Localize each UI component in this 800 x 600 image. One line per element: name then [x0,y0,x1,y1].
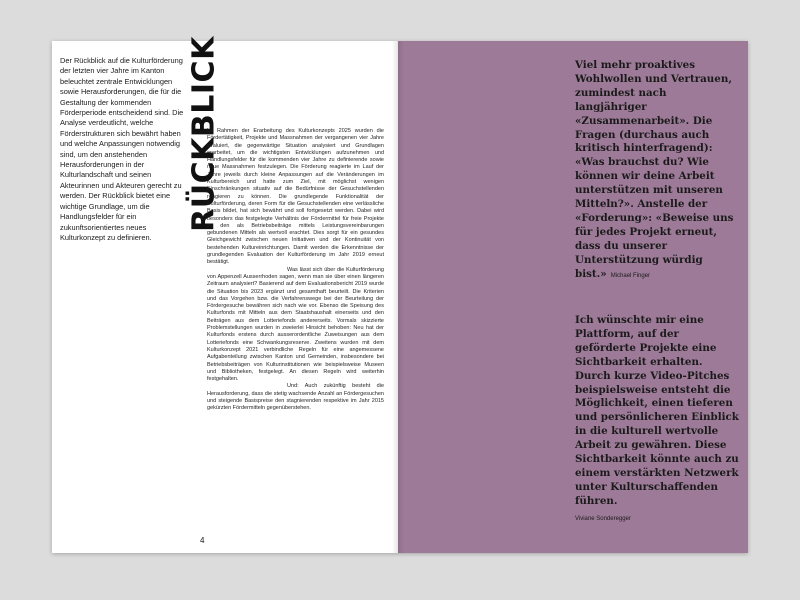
quote-2 [575,314,740,527]
right-page [398,41,748,553]
quote-1 [575,59,740,284]
section-title-text: RÜCKBLICK [186,36,222,232]
brochure-spread [52,36,748,553]
quote-2-text: Ich wünschte mir eine Plattform, auf der geförderte Projekte eine Sichtbarkeit erhalten. Durch kurze Video-Pitches beispielsweise entsteht die Möglichkeit, einen tieferen und persönlicheren Einblick in die kulturell wertvolle Arbeit zu gewähren. Diese Sichtbarkeit könnte auch zu einem verstärkten Netzwerk unter Kulturschaffenden führen. [575,314,739,507]
quote-1-text: Viel mehr proaktives Wohlwollen und Vertrauen, zumindest nach langjähriger «Zusammenarbeit». Die Fragen (durchaus auch kritisch hinterfragend): «Was brauchst du? Wie können wir deine Arbeit unterstützen mit unseren Mitteln?». Anstelle der «Forderung»: «Beweise uns für jedes Projekt erneut, dass du unserer Unterstützung würdig bist.» [575,59,734,280]
body-paragraph-2: Was lässt sich über die Kulturförderung von Appenzell Ausserrhoden sagen, wenn man sie über einen längeren Zeitraum analysiert? Basierend auf dem Evaluationsbericht 2019 wurde die Situation bis 2023 ergänzt und gesamthaft beurteilt. Die Kriterien und das Vorgehen bzw. die Verfahrenswege bei der Beurteilung der Fördergesuche bewähren sich nach wie vor. Ebenso die Speisung des Kulturfonds mit Mitteln aus dem Staatshaushalt einerseits und den Beiträgen aus dem Lotteriefonds andererseits. Vormals skizzierte Problemstellungen wurden in zweierlei Hinsicht behoben: Neu hat der Kulturfonds erstens durch ausserordentliche Zuweisungen aus dem Lotteriefonds eine Schwankungsreserve. Zweitens wurden mit dem Kulturkonzept 2021 verbindliche Regeln für eine angemessene Aufgabenteilung zwischen Kanton und Gemeinden, insbesondere bei Betriebsbeiträgen von Kulturinstitutionen wie beispielsweise Museen und Bibliotheken, festgelegt. An diesen Regeln wird weiterhin festgehalten. [207,266,384,383]
body-text-column [207,128,384,413]
body-paragraph-1: Im Rahmen der Erarbeitung des Kulturkonzepts 2025 wurden die Fördertätigkeit, Projekte und Massnahmen der vergangenen vier Jahre evaluiert, die gegenwärtige Situation analysiert und Grundlagen erarbeitet, um die wichtigsten Entwicklungen aufzunehmen und Handlungsfelder für die kommenden vier Jahre zu definierende sowie neue Massnahmen festzulegen. Die Förderung reagierte im Lauf der Jahre jeweils durch kleine Anpassungen auf die Veränderungen im Kulturbereich und hatte zum Ziel, mit möglichst wenigen Einschränkungen situativ auf die Bedürfnisse der Gesuchstellenden reagieren zu können. Die grundlegende Funktionalität der Kulturförderung, deren Form für die Gesuchstellenden eine verlässliche Basis bildet, hat sich bewährt und soll fortgesetzt werden. Dabei wird besonders das festgelegte Verhältnis der Fördermittel für freie Projekte zu den als Betriebsbeiträge mittels Leistungsvereinbarungen gebundenen Mitteln als wertvoll erachtet. Dies sorgt für ein gesundes Gleichgewicht zwischen neuen Initiativen und der Kontinuität von bestehenden Kultureinrichtungen. Damit werden die Erkenntnisse der grundlegenden Evaluation der Kulturförderung im Jahr 2019 erneut bestätigt. [207,128,384,266]
intro-text: Der Rückblick auf die Kulturförderung der letzten vier Jahre im Kanton beleuchtet zentrale Entwicklungen sowie Herausforderungen, die für die Gestaltung der kommenden Förderperiode entscheidend sind. Die Analyse verdeutlicht, welche Förderstrukturen sich bewährt haben und welche Anpassungen notwendig sind, um den anstehenden Herausforderungen in der Kulturlandschaft und seinen Akteurinnen und Akteuren gerecht zu werden. Der Rückblick bietet eine wichtige Grundlage, um die Handlungsfelder für ein zukunftsorientiertes neues Kulturkonzept zu definieren. [60,56,184,242]
quote-2-author: Viviane Sonderegger [575,515,631,522]
body-paragraph-3: Und: Auch zukünftig besteht die Herausforderung, dass die stetig wachsende Anzahl an Fördergesuchen und steigende Basispreise den stagnierenden respektive im Jahr 2015 gekürzten Fördermitteln gegenüberstehen. [207,383,384,412]
quote-1-author: Michael Finger [610,272,651,279]
page-number: 4 [200,536,205,545]
left-page [52,36,398,553]
